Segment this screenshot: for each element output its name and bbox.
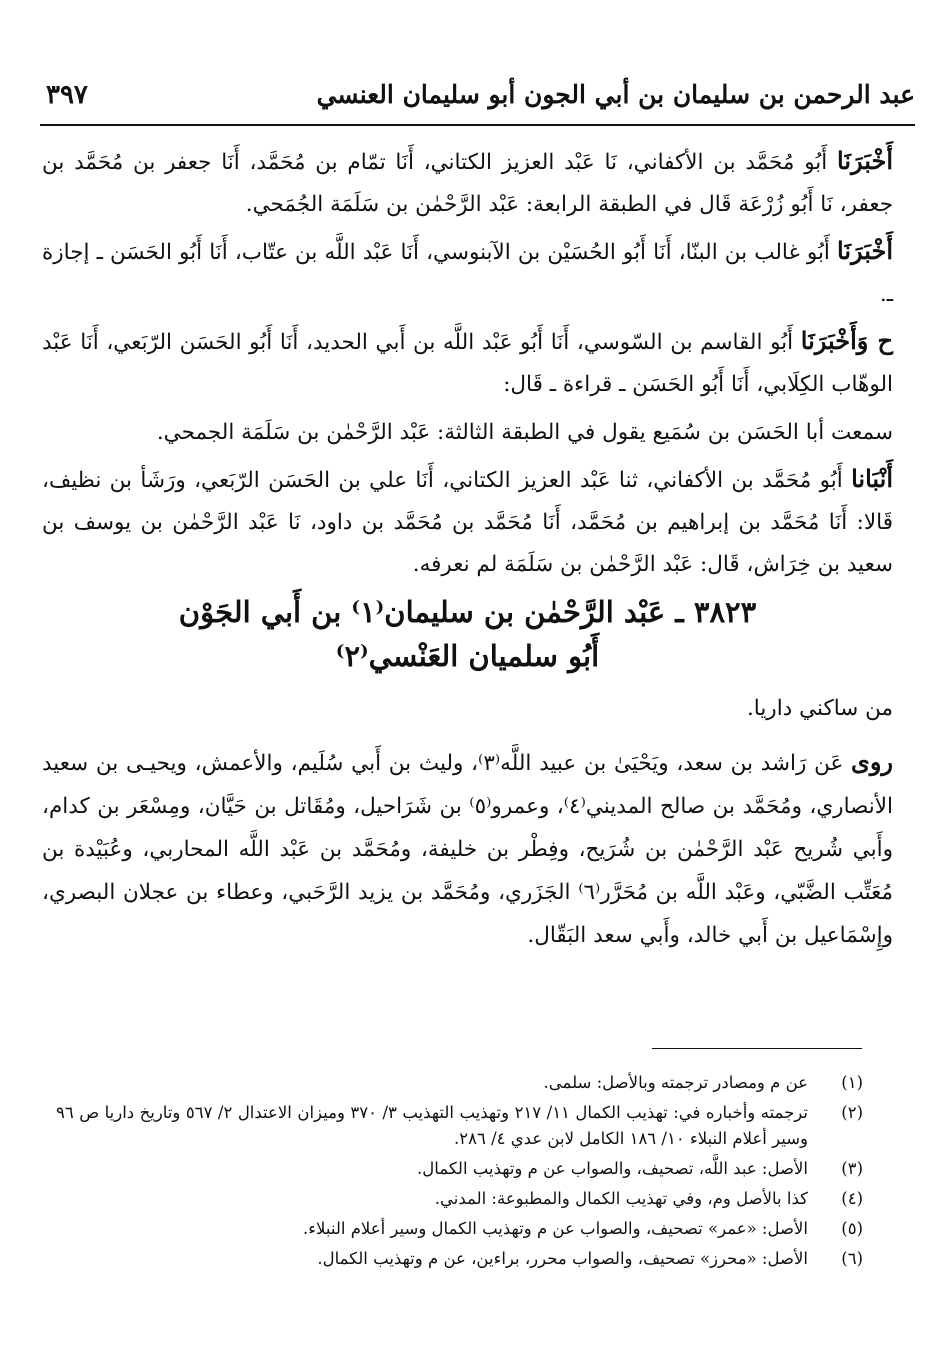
footnote-text: ترجمته وأخباره في: تهذيب الكمال ١١/ ٢١٧ وتهذيب التهذيب ٣/ ٣٧٠ وميزان الاعتدال ٢/ ٥٦٧ وتاريخ داريا ص ٩٦ وسير أعلام النبلاء ١٠/ ١٨٦ الكامل لابن عدي ٤/ ٢٨٦. [56,1103,808,1148]
chain-lead-word: أَخْبَرَنَا [837,146,893,175]
footnote-text: كذا بالأصل وم، وفي تهذيب الكمال والمطبوعة: المدني. [434,1189,808,1208]
entry-heading-line-1: ٣٨٢٣ ـ عَبْد الرَّحْمٰن بن سليمان⁽١⁾ بن أَبي الجَوْن [178,595,757,629]
footnote [56,1246,863,1272]
footnote-number: (٤) [841,1189,863,1208]
footnote-number: (١) [841,1073,863,1092]
entry-heading-line-2: أَبُو سلميان العَنْسي⁽٢⁾ [335,639,600,673]
footnote-text: الأصل: «محرز» تصحيف، والصواب محرر، براءين، عن م وتهذيب الكمال. [317,1249,808,1268]
paragraph [42,320,893,406]
narration-text: عَن رَاشد بن سعد، ويَحْيَىٰ بن عبيد اللَّه⁽٣⁾، وليث بن أَبي سُلَيم، والأعمش، ويحيـى بن سعيد الأنصاري، ومُحَمَّد بن صالح المديني⁽٤⁾، وعمرو⁽٥⁾ بن شَرَاحيل، ومُقَاتل بن حَيَّان، ومِسْعَر بن كدام، وأَبي شُريح عَبْد الرَّحْمٰن بن شُرَيح، وفِطْر بن خليفة، ومُحَمَّد بن عَبْد اللَّه المحاربي، وعُبَيْدة بن مُعَتِّب الضَّبّي، وعَبْد اللَّه بن مُحَرَّر⁽٦⁾ الجَزَري، ومُحَمَّد بن يزيد الرَّحَبي، وعطاء بن عجلان البصري، وإِسْمَاعيل بن أَبي خالد، وأَبي سعد البَقّال. [42,751,893,948]
main-text [42,140,893,961]
chain-lead-word: أَخْبَرَنَا [837,236,893,265]
chain-lead-word: ح وَأَخْبَرَنَا [800,326,893,355]
footnote [56,1156,863,1182]
paragraph-text: أَبُو غالب بن البنّا، أَنَا أَبُو الحُسَيْن بن الآبنوسي، أَنَا عَبْد اللَّه بن عتّاب، أَنَا أَبُو الحَسَن ـ إجازة ـ. [42,240,893,307]
footnote-number: (٦) [841,1249,863,1268]
paragraph [42,458,893,586]
footnote [56,1186,863,1212]
footnote-text: عن م ومصادر ترجمته وبالأصل: سلمى. [543,1073,808,1092]
narration-paragraph [42,740,893,957]
page-header [40,72,915,126]
paragraph-text: سمعت أبا الحَسَن بن سُمَيع يقول في الطبقة الثالثة: عَبْد الرَّحْمٰن بن سَلَمَة الجمحي. [156,420,893,445]
footnotes [56,1070,863,1276]
paragraph-text: أَبُو مُحَمَّد بن الأكفاني، ثنا عَبْد العزيز الكتاني، أَنَا علي بن الحَسَن الرّبَعي، ورَشَأ بن نظيف، قَالا: أَنَا مُحَمَّد بن إبراهيم بن مُحَمَّد، أَنَا مُحَمَّد بن مُحَمَّد بن داود، نَا عَبْد الرَّحْمٰن بن يوسف بن سعيد بن خِرَاش، قَال: عَبْد الرَّحْمٰن بن سَلَمَة لم نعرفه. [42,468,893,577]
page-number: ٣٩٧ [46,80,88,110]
footnote [56,1070,863,1096]
paragraph [42,140,893,226]
paragraph-text: أَبُو القاسم بن السّوسي، أَنَا أَبُو عَبْد اللَّه بن أَبي الحديد، أَنَا أَبُو الحَسَن الرّبَعي، أَنَا عَبْد الوهّاب الكِلَابي، أَنَا أَبُو الحَسَن ـ قراءة ـ قَال: [42,330,893,397]
footnote-number: (٣) [841,1159,863,1178]
footnote-number: (٥) [841,1219,863,1238]
narration-lead-word: روى [851,747,893,776]
footnote [56,1216,863,1242]
running-title: عبد الرحمن بن سليمان بن أبي الجون أبو سليمان العنسي [316,80,915,109]
footnote-separator [652,1048,862,1049]
paragraph [42,230,893,316]
footnote [56,1100,863,1152]
entry-subtitle: من ساكني داريا. [746,696,893,721]
paragraph [42,410,893,454]
chain-lead-word: أَنْبَانا [851,464,893,493]
footnote-number: (٢) [841,1103,863,1122]
footnote-text: الأصل: عبد اللَّه، تصحيف، والصواب عن م وتهذيب الكمال. [417,1159,808,1178]
paragraph-text: أَبُو مُحَمَّد بن الأكفاني، نَا عَبْد العزيز الكتاني، أَنَا تمّام بن مُحَمَّد، أَنَا جعفر بن مُحَمَّد بن جعفر، نَا أَبُو زُرْعَة قَال في الطبقة الرابعة: عَبْد الرَّحْمٰن بن سَلَمَة الجُمَحي. [42,150,893,217]
entry-heading [42,590,893,678]
footnote-text: الأصل: «عمر» تصحيف، والصواب عن م وتهذيب الكمال وسير أعلام النبلاء. [303,1219,808,1238]
